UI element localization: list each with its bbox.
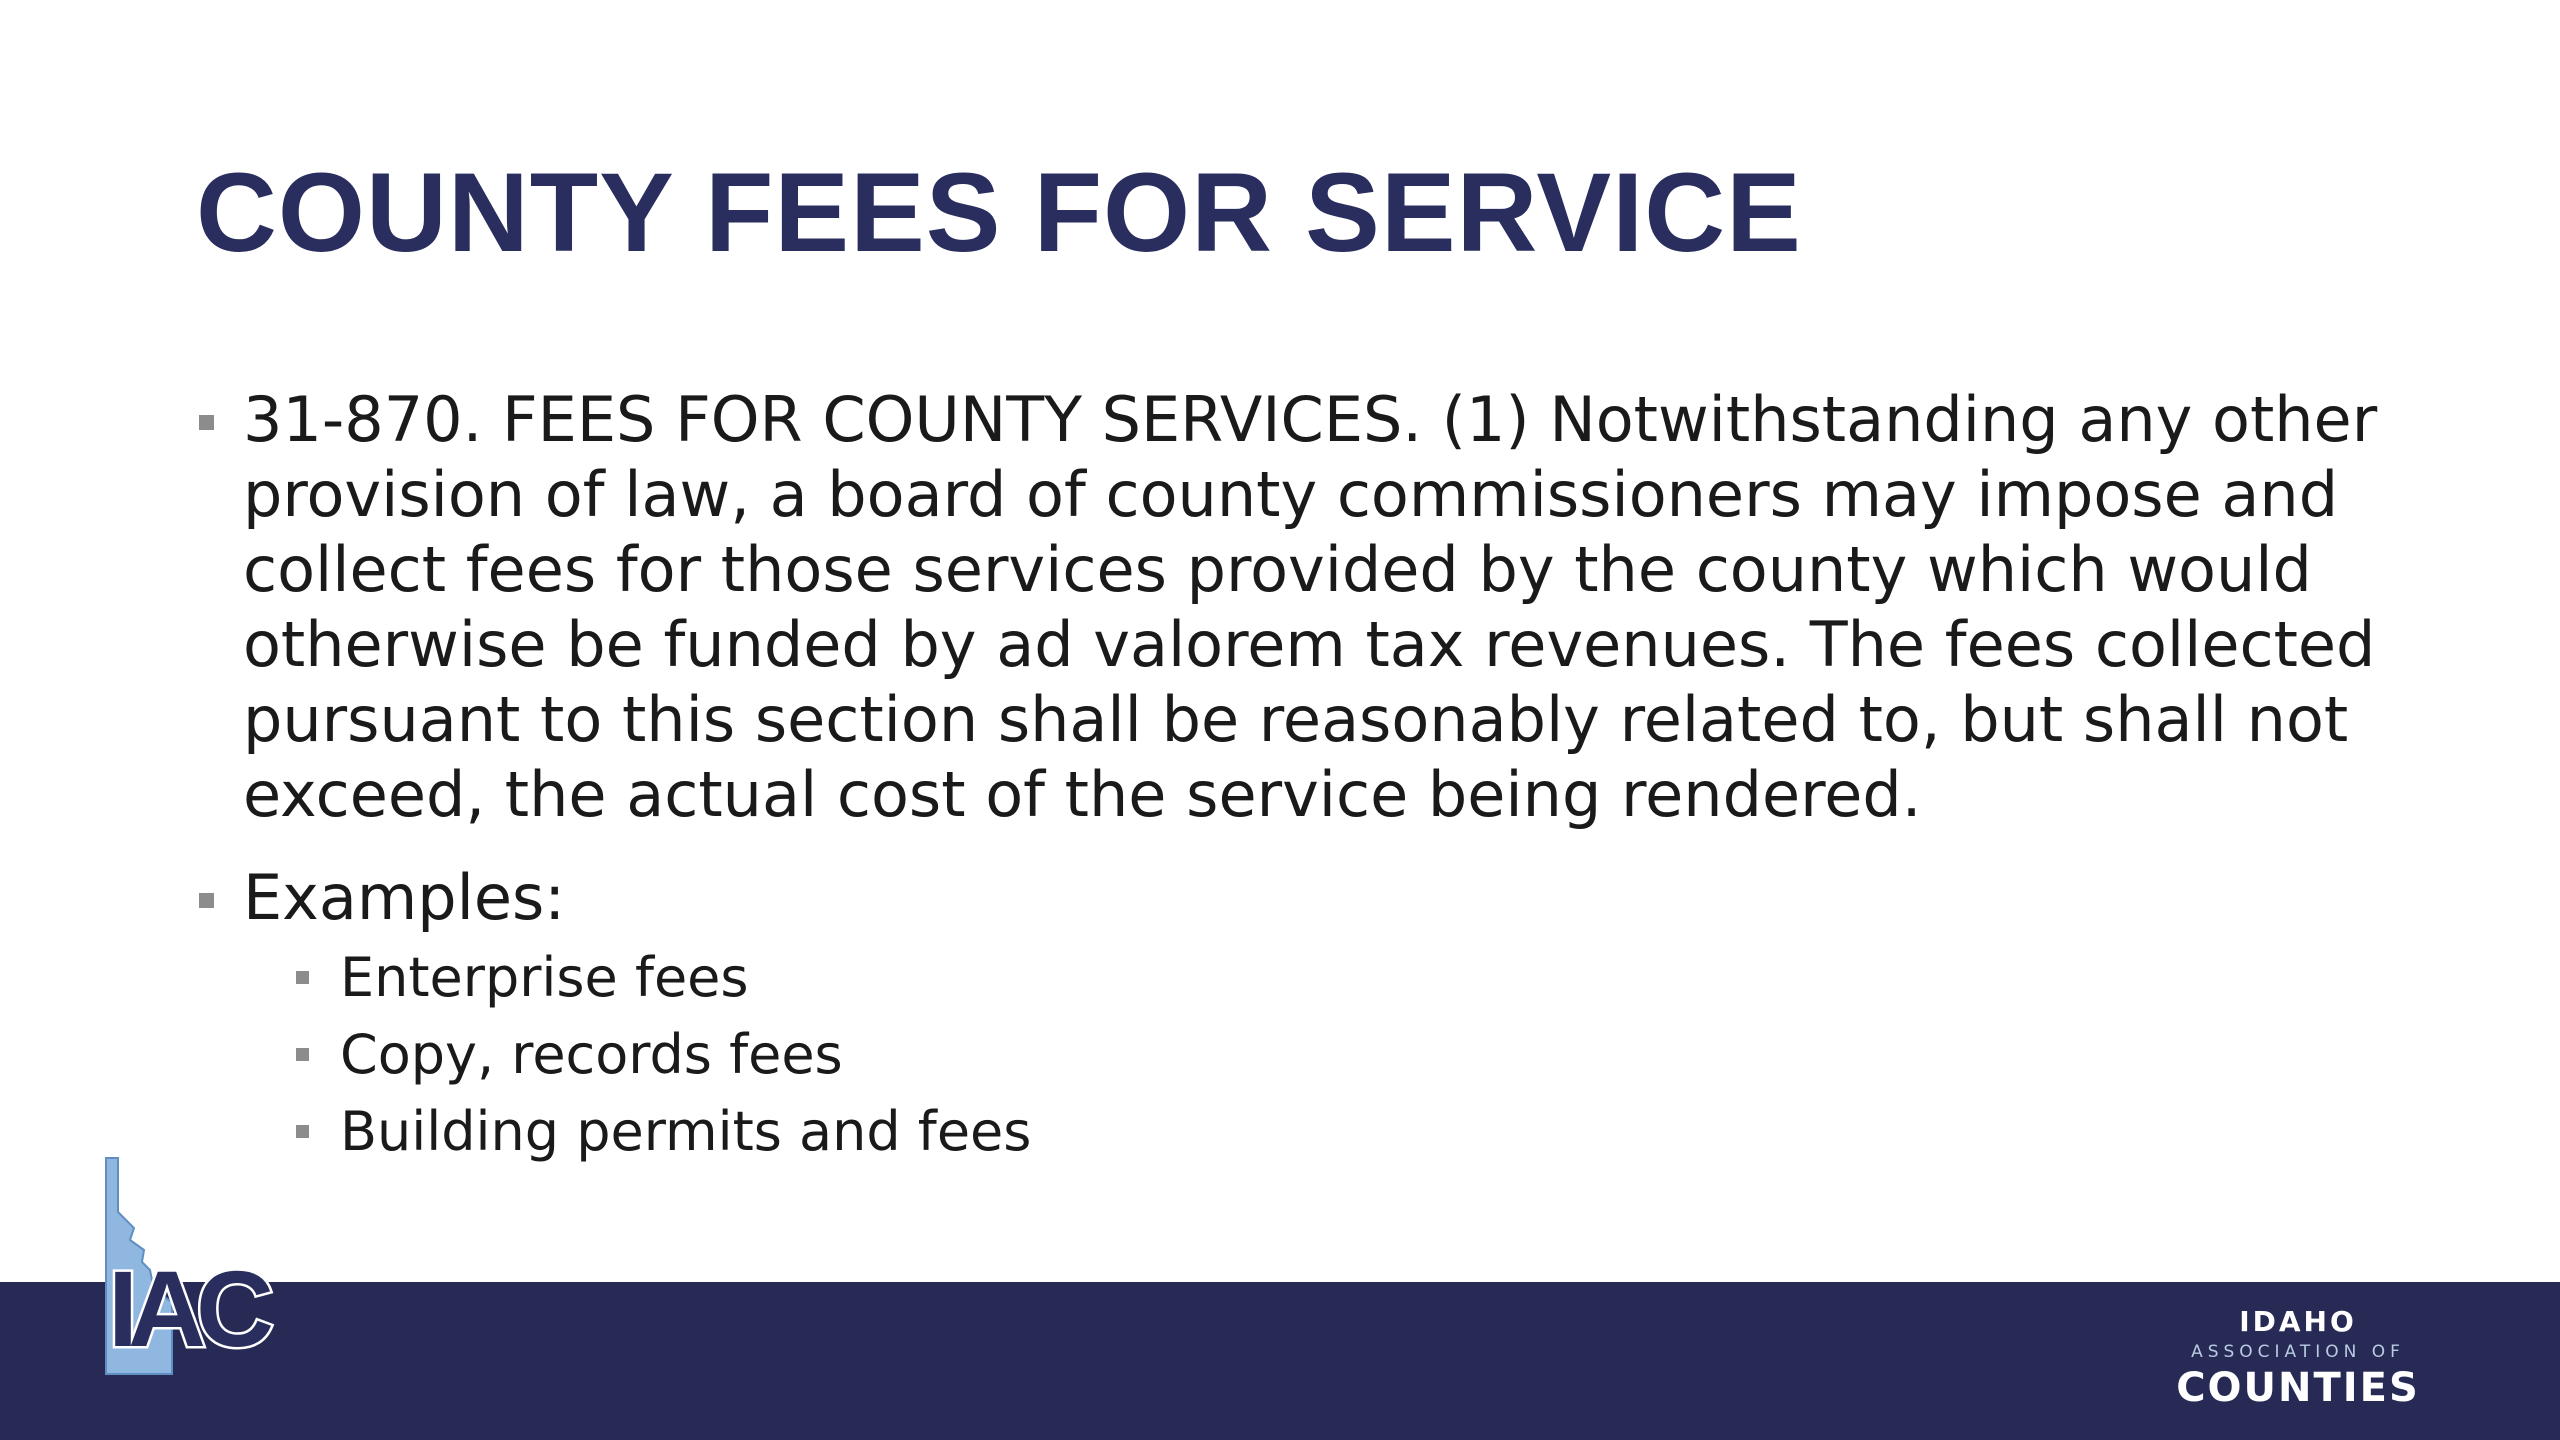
bullet-marker	[199, 893, 214, 908]
example-item-building-permits	[196, 1093, 2396, 1170]
example-item-text: Building permits and fees	[340, 1100, 1032, 1163]
brand-line-association: ASSOCIATION OF	[2191, 1342, 2405, 1362]
bullet-examples-text: Examples:	[243, 861, 566, 934]
example-item-text: Enterprise fees	[340, 946, 749, 1009]
iac-logo	[94, 1150, 334, 1380]
example-item-enterprise	[196, 939, 2396, 1016]
slide-content	[196, 382, 2396, 1170]
footer-bar	[0, 1282, 2560, 1440]
bullet-marker	[199, 415, 214, 430]
examples-list	[196, 939, 2396, 1170]
brand-line-idaho: IDAHO	[2239, 1305, 2357, 1338]
bullet-statute-text: 31-870. FEES FOR COUNTY SERVICES. (1) Notwithstanding any other provision of law, a board of county commissioners may impose and collect fees for those services provided by the county which would otherwise be funded by ad valorem tax revenues. The fees collected pursuant to this section shall be reasonably related to, but shall not exceed, the actual cost of the service being rendered.	[243, 383, 2378, 831]
brand-line-counties: COUNTIES	[2176, 1365, 2420, 1411]
footer-brand-logo	[2168, 1304, 2428, 1412]
bullet-examples	[196, 860, 2396, 935]
bullet-statute	[196, 382, 2413, 832]
iac-logo-letters: IAC	[108, 1248, 264, 1369]
sub-bullet-marker	[296, 1048, 309, 1061]
sub-bullet-marker	[296, 971, 309, 984]
example-item-text: Copy, records fees	[340, 1023, 843, 1086]
slide-title: COUNTY FEES FOR SERVICE	[196, 150, 1802, 275]
example-item-copy-records	[196, 1016, 2396, 1093]
sub-bullet-marker	[296, 1125, 309, 1138]
